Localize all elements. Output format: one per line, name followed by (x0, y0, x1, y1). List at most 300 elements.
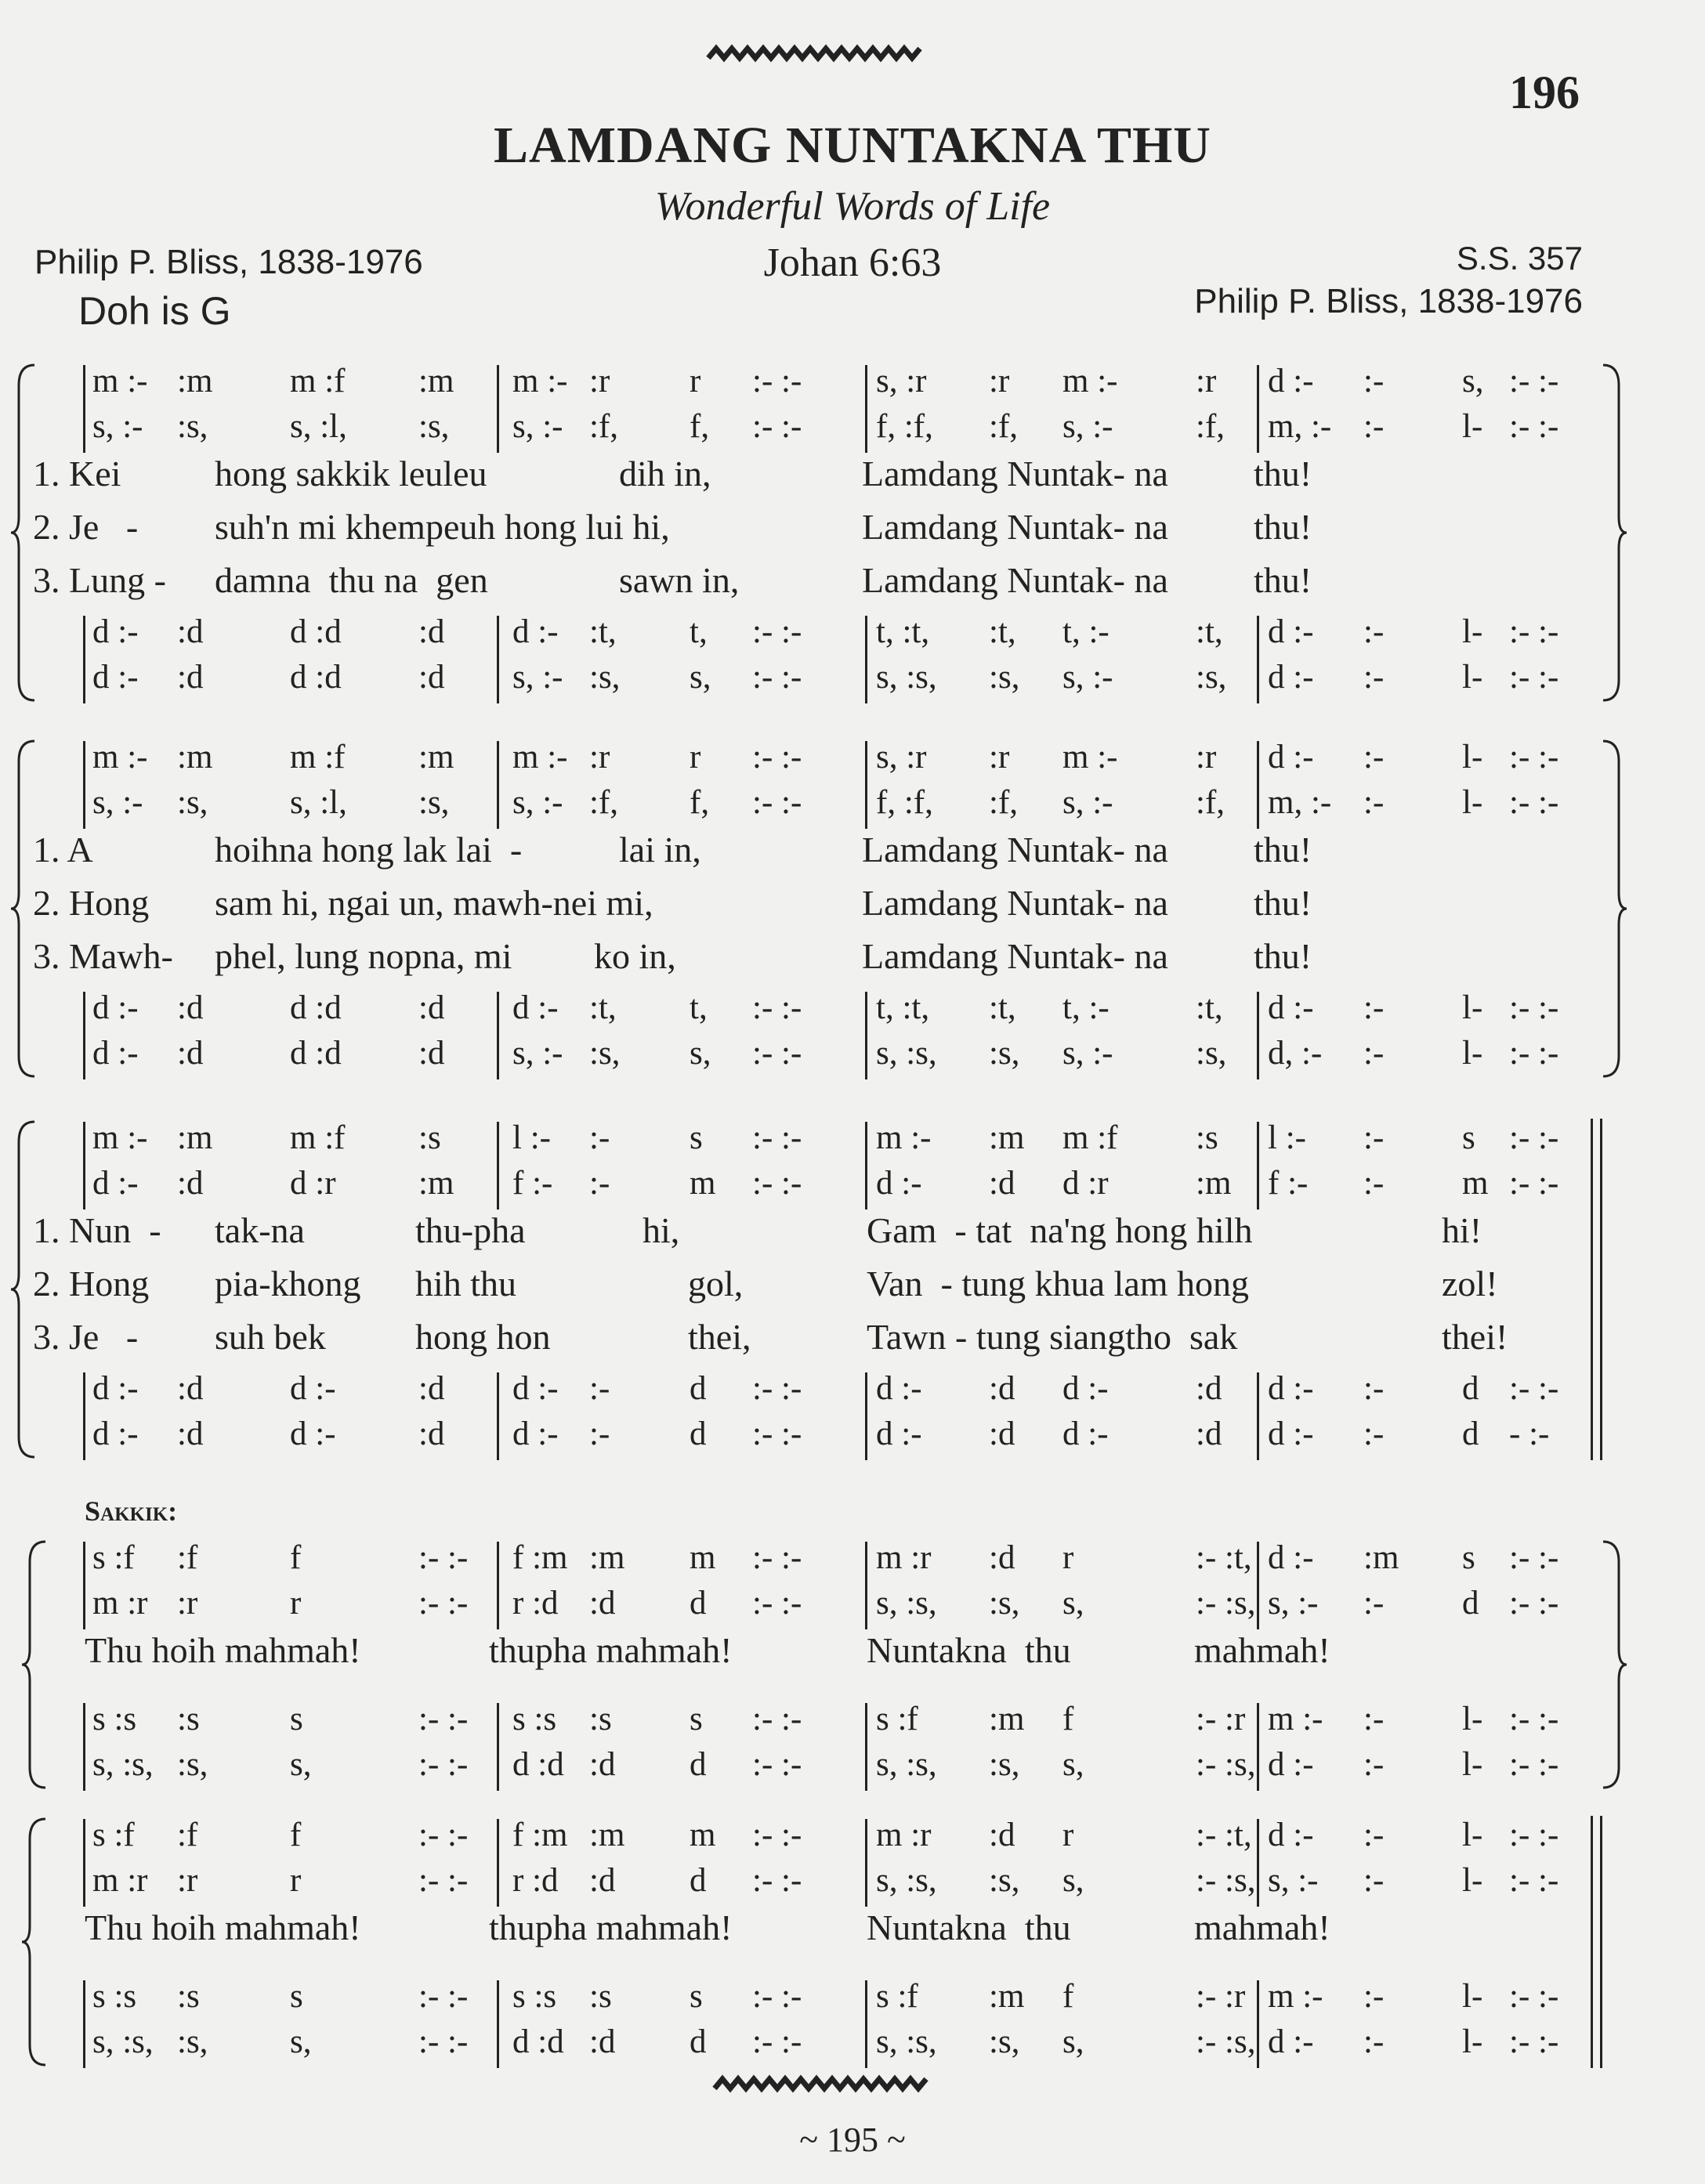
solfa-note: :d (418, 659, 445, 696)
lyric-phrase: 1. Nun - (33, 1210, 161, 1250)
solfa-note: d :d (290, 613, 342, 650)
music-system-chorus-1 (0, 1539, 1705, 1791)
lyric-phrase: thu! (1254, 883, 1312, 923)
solfa-note: :- :- (1509, 989, 1559, 1026)
music-system-2 (0, 738, 1705, 1079)
solfa-note: :m (589, 1817, 625, 1853)
lyric-phrase: Nuntakna thu (867, 1907, 1071, 1947)
lyric-line (0, 1263, 1705, 1310)
solfa-note: l- (1462, 1746, 1483, 1783)
double-bar-line (1591, 1816, 1593, 2068)
solfa-note: m :- (512, 363, 568, 400)
top-ornament (705, 44, 925, 64)
hymn-subtitle: Wonderful Words of Life (654, 184, 1051, 229)
solfa-note: d :- (1268, 989, 1314, 1026)
solfa-note: s, :r (876, 739, 927, 776)
solfa-note: d (690, 1746, 707, 1783)
lyric-phrase: 2. Je - (33, 507, 139, 547)
solfa-note: s, (690, 1035, 711, 1072)
solfa-note: l- (1462, 408, 1483, 445)
solfa-note: :s, (177, 408, 208, 445)
solfa-row-top (0, 1539, 1705, 1586)
solfa-note: d (690, 2023, 707, 2060)
lyric-phrase: thu! (1254, 830, 1312, 870)
solfa-row-bottom (0, 1415, 1705, 1462)
solfa-note: t, :- (1062, 613, 1110, 650)
solfa-note: :- :- (752, 2023, 802, 2060)
solfa-note: d :- (1062, 1370, 1109, 1407)
solfa-note: :- :- (1509, 1862, 1559, 1899)
solfa-note: :- :- (1509, 1119, 1559, 1156)
solfa-row-top (0, 738, 1705, 785)
solfa-note: :- (1363, 1862, 1385, 1899)
solfa-note: d (690, 1862, 707, 1899)
solfa-note: :d (418, 1416, 445, 1452)
solfa-note: :d (989, 1370, 1015, 1407)
solfa-note: :s, (989, 1035, 1020, 1072)
solfa-note: l- (1462, 659, 1483, 696)
bar-line (865, 1980, 867, 2068)
solfa-note: :- :- (1509, 739, 1559, 776)
solfa-note: :m (589, 1539, 625, 1576)
solfa-note: :m (177, 363, 213, 400)
solfa-note: s, :l, (290, 784, 347, 821)
solfa-note: :- :- (1509, 408, 1559, 445)
solfa-note: d :d (290, 989, 342, 1026)
solfa-note: :s, (989, 659, 1020, 696)
solfa-note: :r (989, 739, 1010, 776)
bar-line (497, 1122, 499, 1210)
bar-line (865, 616, 867, 703)
solfa-note: :s, (989, 1585, 1020, 1622)
solfa-note: d :- (92, 659, 139, 696)
solfa-note: s, :- (1062, 1035, 1113, 1072)
solfa-note: m :f (1062, 1119, 1118, 1156)
solfa-note: :- (1363, 408, 1385, 445)
bar-line (1257, 1122, 1259, 1210)
solfa-note: d :d (512, 1746, 564, 1783)
lyric-phrase: zol! (1442, 1264, 1498, 1304)
solfa-note: s, :- (1268, 1585, 1319, 1622)
solfa-note: m :- (1062, 739, 1118, 776)
solfa-note: :- :- (752, 408, 802, 445)
solfa-note: f (1062, 1701, 1074, 1737)
solfa-note: m :- (1268, 1701, 1323, 1737)
lyric-phrase: 3. Mawh- (33, 936, 173, 976)
solfa-note: :s (589, 1701, 612, 1737)
hymn-number: 196 (1509, 67, 1580, 118)
lyric-phrase: thu-pha (415, 1210, 526, 1250)
solfa-note: d, :- (1268, 1035, 1323, 1072)
solfa-note: s (690, 1978, 703, 2015)
solfa-note: s, (290, 1746, 312, 1783)
bar-line (83, 1819, 85, 1907)
solfa-note: s :s (512, 1701, 557, 1737)
solfa-note: s (290, 1701, 303, 1737)
solfa-note: :m (418, 1165, 454, 1202)
solfa-row-top (0, 1164, 1705, 1211)
solfa-note: f :m (512, 1539, 568, 1576)
lyric-phrase: thu! (1254, 560, 1312, 600)
solfa-note: :- :- (752, 739, 802, 776)
solfa-note: m :- (92, 739, 148, 776)
bar-line (497, 1542, 499, 1629)
solfa-note: :m (989, 1701, 1025, 1737)
solfa-note: :f, (1196, 408, 1225, 445)
solfa-note: :- :- (1509, 1370, 1559, 1407)
solfa-note: f (1062, 1978, 1074, 2015)
solfa-note: :s, (589, 659, 621, 696)
solfa-note: d :- (92, 1416, 139, 1452)
solfa-note: d :- (1268, 1416, 1314, 1452)
solfa-note: d :d (290, 1035, 342, 1072)
solfa-note: :t, (589, 613, 617, 650)
solfa-note: :- :- (418, 1978, 469, 2015)
solfa-note: l- (1462, 1701, 1483, 1737)
lyric-phrase: hong hon (415, 1317, 551, 1357)
solfa-note: :- :r (1196, 1978, 1246, 2015)
solfa-note: m (690, 1165, 716, 1202)
lyric-phrase: Thu hoih mahmah! (85, 1907, 361, 1947)
solfa-note: :m (418, 363, 454, 400)
lyric-phrase: Lamdang Nuntak- na (862, 560, 1168, 600)
solfa-note: :- :- (752, 1539, 802, 1576)
solfa-note: d :- (290, 1370, 336, 1407)
solfa-note: s, :- (512, 659, 563, 696)
bar-line (865, 1703, 867, 1791)
solfa-note: :m (418, 739, 454, 776)
solfa-note: :t, (1196, 989, 1223, 1026)
lyric-phrase: Van - tung khua lam hong (867, 1264, 1250, 1304)
solfa-note: s, :s, (92, 2023, 154, 2060)
solfa-note: s, :l, (290, 408, 347, 445)
double-bar-line (1600, 1816, 1602, 2068)
key-signature: Doh is G (78, 289, 231, 333)
lyric-phrase: mahmah! (1194, 1907, 1330, 1947)
lyric-line (0, 829, 1705, 876)
bar-line (1257, 1980, 1259, 2068)
lyric-phrase: phel, lung nopna, mi (215, 936, 512, 976)
solfa-note: :r (1196, 739, 1217, 776)
solfa-note: :- (1363, 739, 1385, 776)
solfa-note: s, :- (1268, 1862, 1319, 1899)
solfa-note: m :- (876, 1119, 932, 1156)
solfa-row-bottom (0, 658, 1705, 705)
solfa-note: t, :t, (876, 613, 930, 650)
solfa-note: :m (989, 1119, 1025, 1156)
solfa-note: :s, (589, 1035, 621, 1072)
solfa-row-top (0, 1584, 1705, 1631)
solfa-note: f (290, 1539, 302, 1576)
solfa-note: :- :- (1509, 659, 1559, 696)
solfa-row-bottom (0, 1034, 1705, 1081)
solfa-note: :- (1363, 1119, 1385, 1156)
solfa-note: d (1462, 1416, 1479, 1452)
solfa-note: s, :- (512, 408, 563, 445)
solfa-row-bottom (0, 1700, 1705, 1747)
solfa-note: t, (690, 989, 708, 1026)
solfa-row-bottom (0, 1369, 1705, 1416)
solfa-row-top (0, 1861, 1705, 1908)
solfa-note: :- (1363, 2023, 1385, 2060)
solfa-note: m (690, 1539, 716, 1576)
lyric-phrase: Lamdang Nuntak- na (862, 507, 1168, 547)
solfa-note: d (690, 1416, 707, 1452)
lyric-phrase: dih in, (619, 454, 711, 494)
solfa-note: :m (1363, 1539, 1399, 1576)
solfa-note: :f (177, 1539, 198, 1576)
bar-line (497, 741, 499, 829)
solfa-note: :- :s, (1196, 1585, 1256, 1622)
solfa-note: :d (177, 613, 204, 650)
solfa-note: m :r (92, 1862, 148, 1899)
solfa-note: :r (177, 1862, 198, 1899)
solfa-note: :- :- (752, 784, 802, 821)
solfa-note: s (290, 1978, 303, 2015)
solfa-note: :s (177, 1978, 200, 2015)
solfa-note: r :d (512, 1862, 559, 1899)
lyric-line (0, 559, 1705, 606)
solfa-note: :- (1363, 363, 1385, 400)
solfa-note: :- (1363, 989, 1385, 1026)
bar-line (865, 741, 867, 829)
solfa-note: s, :- (92, 784, 143, 821)
bar-line (83, 1372, 85, 1460)
solfa-note: d :- (1268, 1817, 1314, 1853)
scripture-reference: Johan 6:63 (763, 240, 942, 285)
solfa-note: :s, (1196, 1035, 1227, 1072)
solfa-note: :f, (1196, 784, 1225, 821)
solfa-note: :m (177, 1119, 213, 1156)
solfa-note: s, :- (512, 1035, 563, 1072)
solfa-note: :r (589, 363, 610, 400)
solfa-note: m :f (290, 363, 346, 400)
bottom-ornament (711, 2074, 934, 2095)
solfa-note: s, (690, 659, 711, 696)
lyric-phrase: thu! (1254, 454, 1312, 494)
solfa-note: s, (1062, 1862, 1084, 1899)
solfa-note: :- :- (752, 363, 802, 400)
solfa-row-top (0, 1119, 1705, 1166)
bar-line (497, 1819, 499, 1907)
solfa-note: s, :s, (876, 1585, 937, 1622)
solfa-note: :d (418, 989, 445, 1026)
solfa-note: l- (1462, 784, 1483, 821)
solfa-note: l- (1462, 1035, 1483, 1072)
solfa-note: s, (1062, 1746, 1084, 1783)
solfa-note: l- (1462, 1862, 1483, 1899)
solfa-note: d :- (92, 1165, 139, 1202)
lyric-phrase: mahmah! (1194, 1630, 1330, 1670)
solfa-note: :- :s, (1196, 2023, 1256, 2060)
solfa-note: d :- (1268, 613, 1314, 650)
solfa-note: :s, (418, 784, 450, 821)
solfa-row-top (0, 407, 1705, 454)
solfa-row-bottom (0, 1977, 1705, 2024)
solfa-note: :- :- (1509, 1165, 1559, 1202)
solfa-note: d :r (290, 1165, 336, 1202)
solfa-note: d :- (1268, 1746, 1314, 1783)
solfa-note: r (1062, 1817, 1074, 1853)
solfa-note: :s (1196, 1119, 1218, 1156)
solfa-note: :d (1196, 1370, 1222, 1407)
solfa-note: :t, (589, 989, 617, 1026)
solfa-note: :- :- (1509, 1746, 1559, 1783)
solfa-note: :f, (589, 784, 619, 821)
lyric-phrase: Gam - tat na'ng hong hilh (867, 1210, 1253, 1250)
lyric-phrase: thu! (1254, 936, 1312, 976)
bar-line (83, 992, 85, 1079)
solfa-note: :- :- (418, 1862, 469, 1899)
solfa-note: s (690, 1701, 703, 1737)
solfa-note: :- :- (752, 1746, 802, 1783)
solfa-note: r :d (512, 1585, 559, 1622)
solfa-note: :- :- (1509, 1817, 1559, 1853)
solfa-note: m :r (876, 1539, 932, 1576)
lyric-phrase: Lamdang Nuntak- na (862, 830, 1168, 870)
solfa-note: :d (177, 659, 204, 696)
left-brace (19, 1539, 50, 1791)
bar-line (1257, 741, 1259, 829)
solfa-note: l- (1462, 613, 1483, 650)
solfa-note: :- (1363, 1701, 1385, 1737)
solfa-note: :- :- (752, 989, 802, 1026)
solfa-note: :- :- (1509, 2023, 1559, 2060)
solfa-note: :s (589, 1978, 612, 2015)
lyric-phrase: Nuntakna thu (867, 1630, 1071, 1670)
solfa-note: l- (1462, 1978, 1483, 2015)
solfa-note: d :- (290, 1416, 336, 1452)
bar-line (1257, 1819, 1259, 1907)
lyric-line (0, 1629, 1705, 1676)
solfa-note: s, :s, (876, 1862, 937, 1899)
solfa-note: :- (589, 1119, 610, 1156)
bar-line (497, 1372, 499, 1460)
lyric-phrase: hi, (643, 1210, 680, 1250)
solfa-note: l- (1462, 989, 1483, 1026)
solfa-note: d :r (1062, 1165, 1109, 1202)
solfa-note: :d (1196, 1416, 1222, 1452)
solfa-note: m :- (92, 1119, 148, 1156)
solfa-note: m :f (290, 1119, 346, 1156)
lyric-phrase: sam hi, ngai un, mawh-nei mi, (215, 883, 653, 923)
lyric-phrase: gol, (688, 1264, 744, 1304)
solfa-note: :s, (1196, 659, 1227, 696)
solfa-note: :d (177, 989, 204, 1026)
solfa-note: m :f (290, 739, 346, 776)
solfa-note: m, :- (1268, 784, 1332, 821)
solfa-note: d :d (512, 2023, 564, 2060)
solfa-note: :f, (989, 784, 1019, 821)
solfa-note: m :r (876, 1817, 932, 1853)
lyric-phrase: 1. A (33, 830, 93, 870)
solfa-note: :m (177, 739, 213, 776)
lyric-line (0, 506, 1705, 553)
solfa-note: d :- (1268, 2023, 1314, 2060)
solfa-note: :- :r (1196, 1701, 1246, 1737)
music-system-chorus-2 (0, 1816, 1705, 2068)
solfa-note: r (690, 739, 701, 776)
solfa-note: s (1462, 1539, 1475, 1576)
solfa-note: :r (589, 739, 610, 776)
hymn-title: LAMDANG NUNTAKNA THU (494, 117, 1211, 174)
bar-line (1257, 992, 1259, 1079)
lyric-phrase: hong sakkik leuleu (215, 454, 487, 494)
solfa-note: :d (589, 1746, 616, 1783)
solfa-note: s, :s, (876, 2023, 937, 2060)
solfa-note: :- :- (752, 1862, 802, 1899)
solfa-note: :- :- (752, 613, 802, 650)
solfa-note: d :- (1268, 363, 1314, 400)
solfa-note: r (690, 363, 701, 400)
solfa-note: :r (989, 363, 1010, 400)
lyric-phrase: 2. Hong (33, 883, 150, 923)
solfa-note: d :- (92, 613, 139, 650)
solfa-note: d (1462, 1585, 1479, 1622)
solfa-note: s, :s, (876, 1746, 937, 1783)
solfa-note: s, :- (1062, 784, 1113, 821)
solfa-note: :d (177, 1165, 204, 1202)
bar-line (865, 992, 867, 1079)
solfa-note: d (690, 1370, 707, 1407)
solfa-note: :- (1363, 659, 1385, 696)
solfa-note: :t, (1196, 613, 1223, 650)
solfa-note: t, :t, (876, 989, 930, 1026)
solfa-note: :- :- (752, 1370, 802, 1407)
solfa-note: :r (1196, 363, 1217, 400)
solfa-note: :s, (989, 1862, 1020, 1899)
bar-line (1257, 1372, 1259, 1460)
solfa-note: d :d (290, 659, 342, 696)
bar-line (83, 1703, 85, 1791)
solfa-note: s :s (512, 1978, 557, 2015)
solfa-note: :- :- (752, 1165, 802, 1202)
solfa-note: d :- (92, 1035, 139, 1072)
lyric-phrase: hi! (1442, 1210, 1482, 1250)
solfa-note: s, :- (1062, 408, 1113, 445)
chorus-label: Sakkik: (85, 1495, 178, 1527)
solfa-note: :m (1196, 1165, 1232, 1202)
solfa-note: :- :- (752, 1701, 802, 1737)
solfa-note: s, (1062, 2023, 1084, 2060)
lyric-line (0, 1907, 1705, 1954)
solfa-note: :- :- (1509, 1701, 1559, 1737)
solfa-note: :s, (177, 1746, 208, 1783)
music-system-3 (0, 1119, 1705, 1460)
solfa-note: s (690, 1119, 703, 1156)
solfa-note: :- :- (418, 1746, 469, 1783)
solfa-note: d (1462, 1370, 1479, 1407)
bar-line (865, 1122, 867, 1210)
bar-line (1257, 1542, 1259, 1629)
lyric-phrase: tak-na (215, 1210, 305, 1250)
solfa-note: r (290, 1862, 302, 1899)
lyric-phrase: pia-khong (215, 1264, 361, 1304)
solfa-note: d :- (1268, 1370, 1314, 1407)
solfa-note: :s (177, 1701, 200, 1737)
solfa-note: :f, (589, 408, 619, 445)
solfa-note: m :- (1268, 1978, 1323, 2015)
bar-line (83, 1542, 85, 1629)
lyric-phrase: lai in, (619, 830, 701, 870)
solfa-note: r (290, 1585, 302, 1622)
solfa-note: s, :s, (92, 1746, 154, 1783)
solfa-note: :- (1363, 1978, 1385, 2015)
lyric-phrase: thupha mahmah! (489, 1907, 733, 1947)
left-brace (8, 738, 39, 1079)
page-number: ~ 195 ~ (799, 2121, 906, 2159)
solfa-note: :- :t, (1196, 1539, 1252, 1576)
